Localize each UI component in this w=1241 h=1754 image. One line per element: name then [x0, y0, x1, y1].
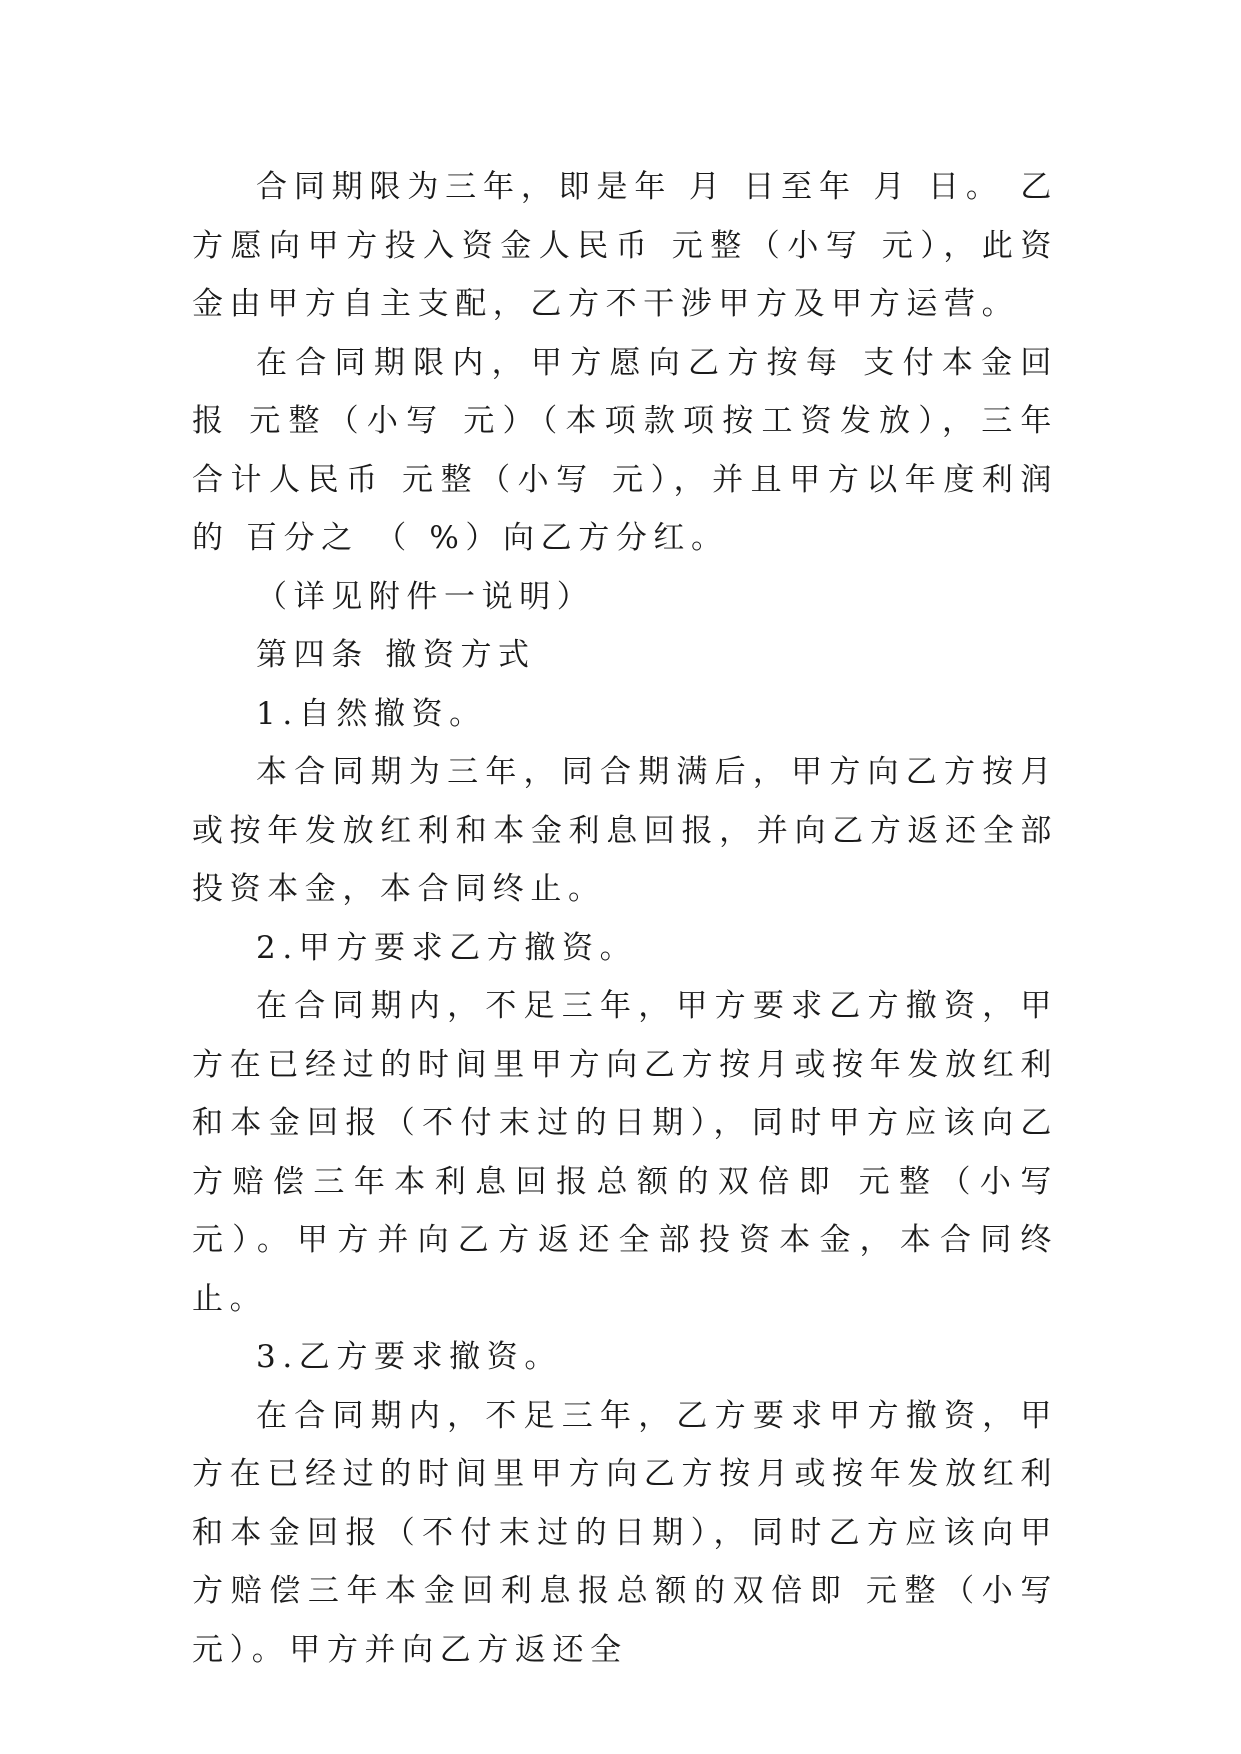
- item-3-heading: 3.乙方要求撤资。: [256, 1339, 562, 1375]
- item-1-heading: 1.自然撤资。: [256, 695, 487, 732]
- paragraph-contract-term: 合同期限为三年，即是年 月 日至年 月 日。 乙方愿向甲方投入资金人民币 元整（小写 元），此资金由甲方自主支配，乙方不干涉甲方及甲方运营。: [192, 169, 1058, 322]
- paragraph-party-a-request: 在合同期内，不足三年，甲方要求乙方撤资，甲方在已经过的时间里甲方向乙方按月或按年发放红利和本金回报（不付末过的日期），同时甲方应该向乙方赔偿三年本利息回报总额的双倍即 元整（小写元）。甲方并向乙方返还全部投资本金，本合同终止。: [192, 988, 1058, 1317]
- paragraph-party-b-request: 在合同期内，不足三年，乙方要求甲方撤资，甲方在已经过的时间里甲方向乙方按月或按年发放红利和本金回报（不付末过的日期），同时乙方应该向甲方赔偿三年本金回利息报总额的双倍即 元整（小写元）。甲方并向乙方返还全: [192, 1397, 1058, 1668]
- paragraph-return-payment: 在合同期限内，甲方愿向乙方按每 支付本金回报 元整（小写 元）（本项款项按工资发放），三年合计人民币 元整（小写 元），并且甲方以年度利润的 百分之 （ %）向乙方分红。: [192, 344, 1058, 556]
- paragraph-natural-withdrawal: 本合同期为三年，同合期满后，甲方向乙方按月或按年发放红利和本金利息回报，并向乙方返还全部投资本金，本合同终止。: [192, 754, 1058, 907]
- article-four-heading: 第四条 撤资方式: [256, 637, 536, 673]
- paragraph-attachment-note: （详见附件一说明）: [256, 578, 595, 615]
- item-2-heading: 2.甲方要求乙方撤资。: [256, 929, 638, 966]
- document-body: [192, 158, 1058, 1679]
